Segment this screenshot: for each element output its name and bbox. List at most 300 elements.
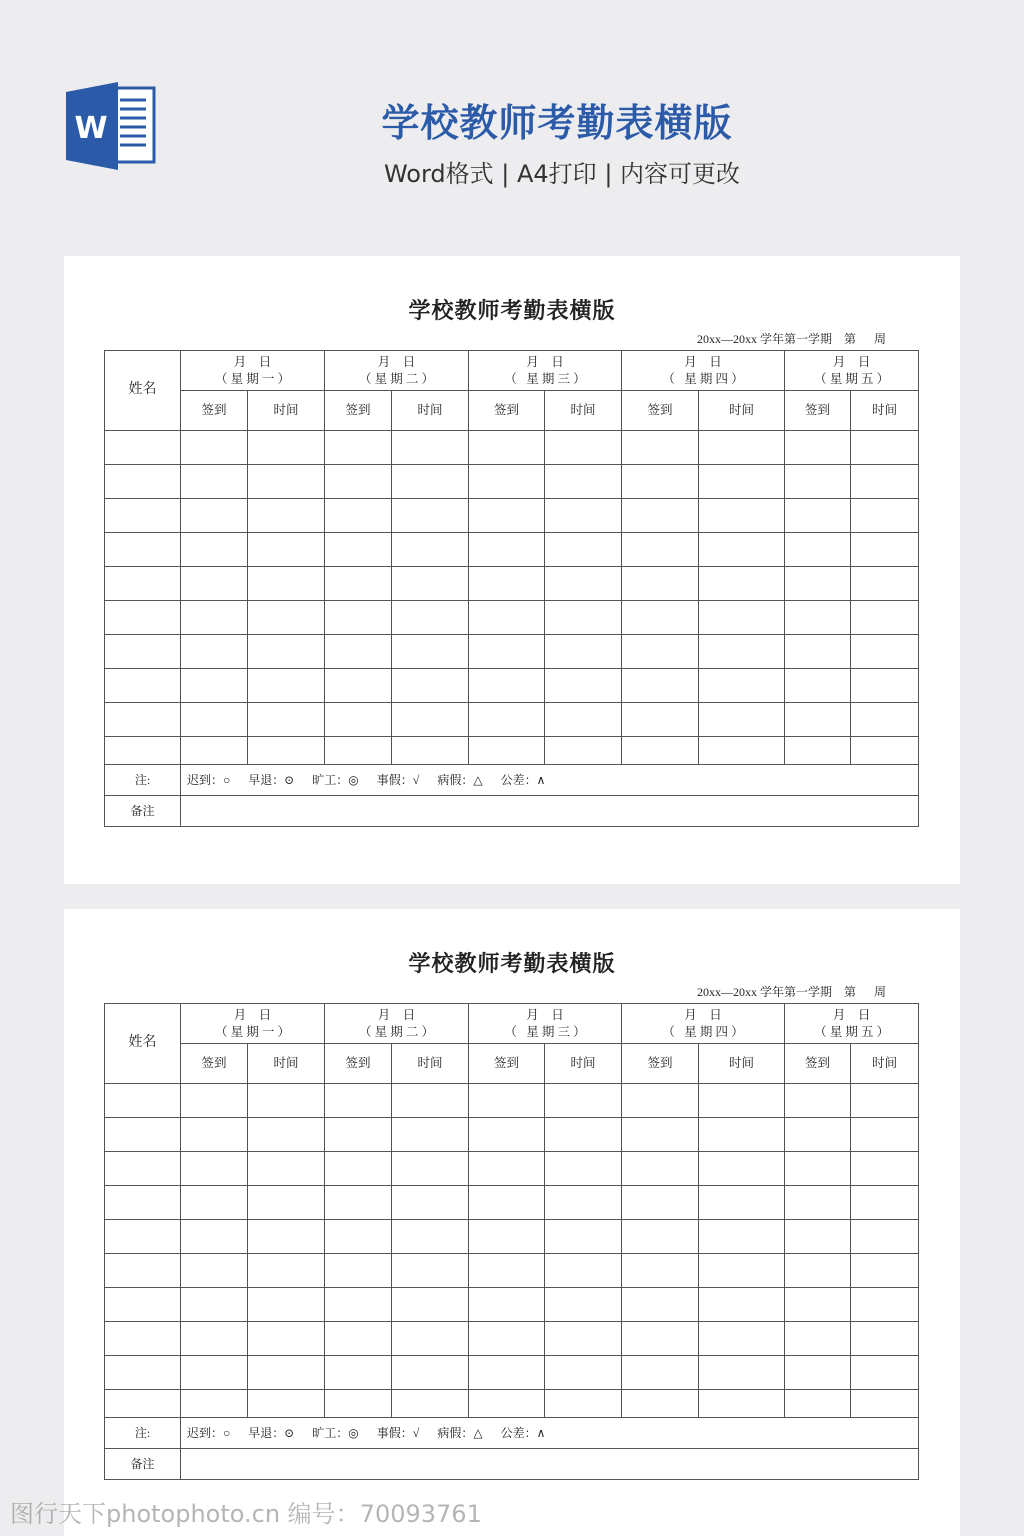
name-header: 姓名 <box>105 1004 181 1084</box>
table-cell[interactable] <box>248 1322 325 1356</box>
day-weekday: （ 星 期 二 ） <box>359 371 435 386</box>
table-cell[interactable] <box>105 1254 181 1288</box>
table-cell[interactable] <box>622 703 699 737</box>
table-cell[interactable] <box>545 1356 622 1390</box>
table-cell[interactable] <box>105 669 181 703</box>
table-cell[interactable] <box>622 465 699 499</box>
table-cell[interactable] <box>545 1186 622 1220</box>
table-row <box>105 465 919 499</box>
table-cell[interactable] <box>181 431 248 465</box>
table-cell[interactable] <box>325 1356 392 1390</box>
table-cell[interactable] <box>545 1390 622 1418</box>
document-page-2 <box>64 909 960 1536</box>
time-header: 时间 <box>392 1044 469 1084</box>
table-cell[interactable] <box>181 1322 248 1356</box>
table-cell[interactable] <box>181 1254 248 1288</box>
time-header: 时间 <box>248 1044 325 1084</box>
table-cell[interactable] <box>105 1186 181 1220</box>
table-cell[interactable] <box>181 533 248 567</box>
table-cell[interactable] <box>392 1220 469 1254</box>
table-cell[interactable] <box>699 1186 785 1220</box>
table-cell[interactable] <box>469 1254 545 1288</box>
table-row <box>105 601 919 635</box>
table-cell[interactable] <box>105 703 181 737</box>
table-cell[interactable] <box>469 1152 545 1186</box>
table-cell[interactable] <box>622 737 699 765</box>
table-cell[interactable] <box>181 1356 248 1390</box>
table-cell[interactable] <box>325 737 392 765</box>
table-cell[interactable] <box>469 1084 545 1118</box>
table-cell[interactable] <box>851 431 919 465</box>
table-cell[interactable] <box>785 1118 851 1152</box>
table-cell[interactable] <box>469 465 545 499</box>
table-cell[interactable] <box>325 499 392 533</box>
table-cell[interactable] <box>622 1186 699 1220</box>
table-cell[interactable] <box>469 1118 545 1152</box>
table-cell[interactable] <box>105 499 181 533</box>
table-cell[interactable] <box>785 465 851 499</box>
table-cell[interactable] <box>392 601 469 635</box>
day-header-row <box>105 351 919 391</box>
table-cell[interactable] <box>105 431 181 465</box>
table-cell[interactable] <box>392 533 469 567</box>
table-cell[interactable] <box>545 1152 622 1186</box>
sign-in-header: 签到 <box>469 1044 545 1084</box>
table-cell[interactable] <box>622 1322 699 1356</box>
table-cell[interactable] <box>392 1322 469 1356</box>
table-cell[interactable] <box>699 703 785 737</box>
table-cell[interactable] <box>248 1220 325 1254</box>
table-cell[interactable] <box>469 431 545 465</box>
table-cell[interactable] <box>785 1084 851 1118</box>
table-cell[interactable] <box>622 1288 699 1322</box>
table-cell[interactable] <box>469 1220 545 1254</box>
table-cell[interactable] <box>851 1084 919 1118</box>
table-cell[interactable] <box>785 1152 851 1186</box>
table-cell[interactable] <box>248 1084 325 1118</box>
table-cell[interactable] <box>248 465 325 499</box>
table-cell[interactable] <box>181 1186 248 1220</box>
table-cell[interactable] <box>469 669 545 703</box>
term-line: 20xx—20xx 学年第一学期 第 周 <box>696 985 886 999</box>
table-cell[interactable] <box>851 1152 919 1186</box>
table-cell[interactable] <box>105 1118 181 1152</box>
table-cell[interactable] <box>545 533 622 567</box>
table-cell[interactable] <box>325 1152 392 1186</box>
table-cell[interactable] <box>392 669 469 703</box>
table-cell[interactable] <box>851 601 919 635</box>
table-cell[interactable] <box>851 1118 919 1152</box>
table-cell[interactable] <box>392 635 469 669</box>
table-cell[interactable] <box>392 1152 469 1186</box>
table-cell[interactable] <box>785 737 851 765</box>
time-header: 时间 <box>851 1044 919 1084</box>
table-cell[interactable] <box>851 465 919 499</box>
table-cell[interactable] <box>469 533 545 567</box>
table-cell[interactable] <box>699 499 785 533</box>
table-cell[interactable] <box>851 635 919 669</box>
table-cell[interactable] <box>105 1152 181 1186</box>
day-date: 月 日 <box>684 1007 722 1022</box>
logo-letter: W <box>74 111 108 146</box>
table-cell[interactable] <box>851 737 919 765</box>
legend-text: 迟到：○ 早退：⊙ 旷工：◎ 事假：√ 病假：△ 公差：∧ <box>181 765 919 796</box>
table-cell[interactable] <box>248 431 325 465</box>
note-label: 注: <box>105 1418 181 1449</box>
table-cell[interactable] <box>325 703 392 737</box>
table-row <box>105 737 919 765</box>
table-cell[interactable] <box>545 1220 622 1254</box>
time-header: 时间 <box>699 391 785 431</box>
table-cell[interactable] <box>699 1220 785 1254</box>
remark-label: 备注 <box>105 796 181 827</box>
table-cell[interactable] <box>851 1356 919 1390</box>
table-cell[interactable] <box>325 1390 392 1418</box>
table-cell[interactable] <box>248 1288 325 1322</box>
day-date: 月 日 <box>684 354 722 369</box>
table-cell[interactable] <box>851 533 919 567</box>
day-header <box>325 1004 469 1044</box>
table-cell[interactable] <box>469 1390 545 1418</box>
page-subtitle: Word格式 | A4打印 | 内容可更改 <box>383 160 741 188</box>
table-cell[interactable] <box>181 703 248 737</box>
table-cell[interactable] <box>105 567 181 601</box>
day-header <box>622 351 785 391</box>
table-cell[interactable] <box>785 431 851 465</box>
table-cell[interactable] <box>785 1288 851 1322</box>
day-date: 月 日 <box>233 354 272 369</box>
sub-header-row <box>105 1044 919 1084</box>
note-label: 注: <box>105 765 181 796</box>
table-cell[interactable] <box>325 1084 392 1118</box>
table-cell[interactable] <box>248 1118 325 1152</box>
table-cell[interactable] <box>699 669 785 703</box>
table-cell[interactable] <box>851 1186 919 1220</box>
remark-label: 备注 <box>105 1449 181 1480</box>
sign-in-header: 签到 <box>785 391 851 431</box>
table-row <box>105 1186 919 1220</box>
day-header <box>181 351 325 391</box>
table-cell[interactable] <box>105 1084 181 1118</box>
sub-header-row <box>105 391 919 431</box>
table-cell[interactable] <box>851 1322 919 1356</box>
table-cell[interactable] <box>181 1390 248 1418</box>
table-cell[interactable] <box>699 1254 785 1288</box>
time-header: 时间 <box>851 391 919 431</box>
table-cell[interactable] <box>851 703 919 737</box>
table-cell[interactable] <box>785 703 851 737</box>
table-cell[interactable] <box>325 669 392 703</box>
table-cell[interactable] <box>181 1152 248 1186</box>
table-row <box>105 669 919 703</box>
name-header: 姓名 <box>105 351 181 431</box>
sign-in-header: 签到 <box>622 1044 699 1084</box>
table-cell[interactable] <box>392 567 469 601</box>
table-cell[interactable] <box>181 1084 248 1118</box>
day-header <box>622 1004 785 1044</box>
day-date: 月 日 <box>233 1007 272 1022</box>
table-cell[interactable] <box>105 635 181 669</box>
table-cell[interactable] <box>105 1288 181 1322</box>
table-cell[interactable] <box>851 1288 919 1322</box>
table-cell[interactable] <box>181 567 248 601</box>
table-cell[interactable] <box>699 1288 785 1322</box>
table-cell[interactable] <box>699 533 785 567</box>
table-cell[interactable] <box>699 601 785 635</box>
table-cell[interactable] <box>325 635 392 669</box>
table-cell[interactable] <box>392 1390 469 1418</box>
table-cell[interactable] <box>785 1186 851 1220</box>
day-date: 月 日 <box>832 1007 871 1022</box>
table-cell[interactable] <box>622 1254 699 1288</box>
table-cell[interactable] <box>469 635 545 669</box>
table-cell[interactable] <box>392 1084 469 1118</box>
table-cell[interactable] <box>105 1322 181 1356</box>
table-cell[interactable] <box>622 601 699 635</box>
table-cell[interactable] <box>469 1356 545 1390</box>
table-cell[interactable] <box>469 737 545 765</box>
table-cell[interactable] <box>181 635 248 669</box>
table-cell[interactable] <box>545 737 622 765</box>
table-cell[interactable] <box>785 601 851 635</box>
table-cell[interactable] <box>851 499 919 533</box>
term-line: 20xx—20xx 学年第一学期 第 周 <box>696 332 886 346</box>
table-cell[interactable] <box>545 567 622 601</box>
table-cell[interactable] <box>325 431 392 465</box>
table-cell[interactable] <box>545 635 622 669</box>
table-cell[interactable] <box>105 737 181 765</box>
table-cell[interactable] <box>469 499 545 533</box>
table-cell[interactable] <box>851 1390 919 1418</box>
table-row <box>105 1220 919 1254</box>
table-cell[interactable] <box>392 1288 469 1322</box>
table-cell[interactable] <box>699 1118 785 1152</box>
table-cell[interactable] <box>622 1356 699 1390</box>
table-cell[interactable] <box>392 737 469 765</box>
table-cell[interactable] <box>622 669 699 703</box>
table-row <box>105 533 919 567</box>
day-weekday: （ 星 期 三 ） <box>504 371 586 386</box>
remark-row <box>105 1449 919 1480</box>
table-cell[interactable] <box>392 499 469 533</box>
day-weekday: （ 星 期 四 ） <box>662 1024 744 1039</box>
day-header <box>181 1004 325 1044</box>
table-cell[interactable] <box>392 703 469 737</box>
table-cell[interactable] <box>469 601 545 635</box>
table-cell[interactable] <box>248 1254 325 1288</box>
table-cell[interactable] <box>392 1118 469 1152</box>
day-weekday: （ 星 期 三 ） <box>504 1024 586 1039</box>
document-page-1 <box>64 256 960 884</box>
table-cell[interactable] <box>181 669 248 703</box>
table-cell[interactable] <box>469 1186 545 1220</box>
day-header <box>785 351 919 391</box>
table-cell[interactable] <box>325 1254 392 1288</box>
table-cell[interactable] <box>181 737 248 765</box>
table-cell[interactable] <box>325 1118 392 1152</box>
table-cell[interactable] <box>785 635 851 669</box>
attendance-table <box>104 1003 919 1480</box>
day-header <box>469 1004 622 1044</box>
table-cell[interactable] <box>105 1356 181 1390</box>
table-cell[interactable] <box>699 737 785 765</box>
table-cell[interactable] <box>248 499 325 533</box>
sheet-title: 学校教师考勤表横版 <box>408 951 616 976</box>
table-cell[interactable] <box>851 567 919 601</box>
day-header <box>325 351 469 391</box>
table-cell[interactable] <box>469 1322 545 1356</box>
table-cell[interactable] <box>545 703 622 737</box>
table-cell[interactable] <box>248 635 325 669</box>
table-cell[interactable] <box>105 533 181 567</box>
table-cell[interactable] <box>325 1288 392 1322</box>
table-cell[interactable] <box>469 567 545 601</box>
table-cell[interactable] <box>392 1254 469 1288</box>
table-cell[interactable] <box>851 1254 919 1288</box>
table-cell[interactable] <box>248 1356 325 1390</box>
table-cell[interactable] <box>469 703 545 737</box>
table-cell[interactable] <box>699 1390 785 1418</box>
remark-row <box>105 796 919 827</box>
table-cell[interactable] <box>392 1356 469 1390</box>
table-cell[interactable] <box>325 1322 392 1356</box>
table-cell[interactable] <box>181 601 248 635</box>
time-header: 时间 <box>699 1044 785 1084</box>
table-cell[interactable] <box>181 465 248 499</box>
table-cell[interactable] <box>545 601 622 635</box>
time-header: 时间 <box>545 391 622 431</box>
sign-in-header: 签到 <box>325 1044 392 1084</box>
table-cell[interactable] <box>699 635 785 669</box>
sign-in-header: 签到 <box>181 1044 248 1084</box>
table-cell[interactable] <box>325 533 392 567</box>
table-cell[interactable] <box>622 1084 699 1118</box>
table-row <box>105 1084 919 1118</box>
table-cell[interactable] <box>785 499 851 533</box>
sign-in-header: 签到 <box>181 391 248 431</box>
table-cell[interactable] <box>248 1186 325 1220</box>
day-header-row <box>105 1004 919 1044</box>
table-cell[interactable] <box>248 601 325 635</box>
table-cell[interactable] <box>181 1288 248 1322</box>
table-cell[interactable] <box>699 1322 785 1356</box>
table-cell[interactable] <box>105 601 181 635</box>
table-row <box>105 1288 919 1322</box>
legend-row <box>105 1418 919 1449</box>
table-cell[interactable] <box>325 465 392 499</box>
table-cell[interactable] <box>622 431 699 465</box>
table-cell[interactable] <box>622 499 699 533</box>
table-cell[interactable] <box>785 1356 851 1390</box>
table-cell[interactable] <box>392 431 469 465</box>
table-cell[interactable] <box>105 1390 181 1418</box>
day-weekday: （ 星 期 二 ） <box>359 1024 435 1039</box>
table-cell[interactable] <box>545 431 622 465</box>
table-cell[interactable] <box>699 1152 785 1186</box>
table-cell[interactable] <box>622 567 699 601</box>
table-cell[interactable] <box>699 1356 785 1390</box>
table-cell[interactable] <box>785 1390 851 1418</box>
table-cell[interactable] <box>325 601 392 635</box>
table-cell[interactable] <box>181 1118 248 1152</box>
table-cell[interactable] <box>248 703 325 737</box>
day-date: 月 日 <box>526 1007 564 1022</box>
table-cell[interactable] <box>181 1220 248 1254</box>
sign-in-header: 签到 <box>469 391 545 431</box>
table-cell[interactable] <box>392 1186 469 1220</box>
table-cell[interactable] <box>248 669 325 703</box>
attendance-table <box>104 350 919 827</box>
table-cell[interactable] <box>785 1254 851 1288</box>
table-cell[interactable] <box>325 1186 392 1220</box>
table-cell[interactable] <box>105 465 181 499</box>
table-cell[interactable] <box>785 533 851 567</box>
table-cell[interactable] <box>851 669 919 703</box>
table-cell[interactable] <box>785 669 851 703</box>
day-date: 月 日 <box>377 1007 416 1022</box>
table-row <box>105 1390 919 1418</box>
table-cell[interactable] <box>699 567 785 601</box>
table-row <box>105 703 919 737</box>
table-cell[interactable] <box>785 1322 851 1356</box>
table-cell[interactable] <box>248 737 325 765</box>
table-cell[interactable] <box>785 1220 851 1254</box>
time-header: 时间 <box>248 391 325 431</box>
table-cell[interactable] <box>545 669 622 703</box>
table-cell[interactable] <box>545 1322 622 1356</box>
table-cell[interactable] <box>545 499 622 533</box>
sheet-title: 学校教师考勤表横版 <box>408 298 616 323</box>
table-cell[interactable] <box>851 1220 919 1254</box>
table-cell[interactable] <box>622 533 699 567</box>
table-cell[interactable] <box>325 1220 392 1254</box>
table-cell[interactable] <box>545 1118 622 1152</box>
table-cell[interactable] <box>545 1084 622 1118</box>
table-cell[interactable] <box>181 499 248 533</box>
table-cell[interactable] <box>622 1118 699 1152</box>
table-cell[interactable] <box>392 465 469 499</box>
remark-cell[interactable] <box>181 796 919 827</box>
table-cell[interactable] <box>622 1220 699 1254</box>
legend-row <box>105 765 919 796</box>
remark-cell[interactable] <box>181 1449 919 1480</box>
day-date: 月 日 <box>832 354 871 369</box>
table-cell[interactable] <box>545 1288 622 1322</box>
day-header <box>785 1004 919 1044</box>
table-cell[interactable] <box>699 1084 785 1118</box>
table-cell[interactable] <box>248 533 325 567</box>
table-cell[interactable] <box>105 1220 181 1254</box>
table-cell[interactable] <box>545 1254 622 1288</box>
table-row <box>105 635 919 669</box>
table-cell[interactable] <box>545 465 622 499</box>
table-row <box>105 1118 919 1152</box>
table-cell[interactable] <box>248 1390 325 1418</box>
table-cell[interactable] <box>622 1152 699 1186</box>
table-cell[interactable] <box>785 567 851 601</box>
table-cell[interactable] <box>622 1390 699 1418</box>
table-cell[interactable] <box>699 431 785 465</box>
table-row <box>105 1152 919 1186</box>
table-cell[interactable] <box>325 567 392 601</box>
day-weekday: （ 星 期 五 ） <box>814 371 890 386</box>
table-cell[interactable] <box>699 465 785 499</box>
table-cell[interactable] <box>622 635 699 669</box>
table-cell[interactable] <box>469 1288 545 1322</box>
table-cell[interactable] <box>248 567 325 601</box>
table-cell[interactable] <box>248 1152 325 1186</box>
time-header: 时间 <box>545 1044 622 1084</box>
